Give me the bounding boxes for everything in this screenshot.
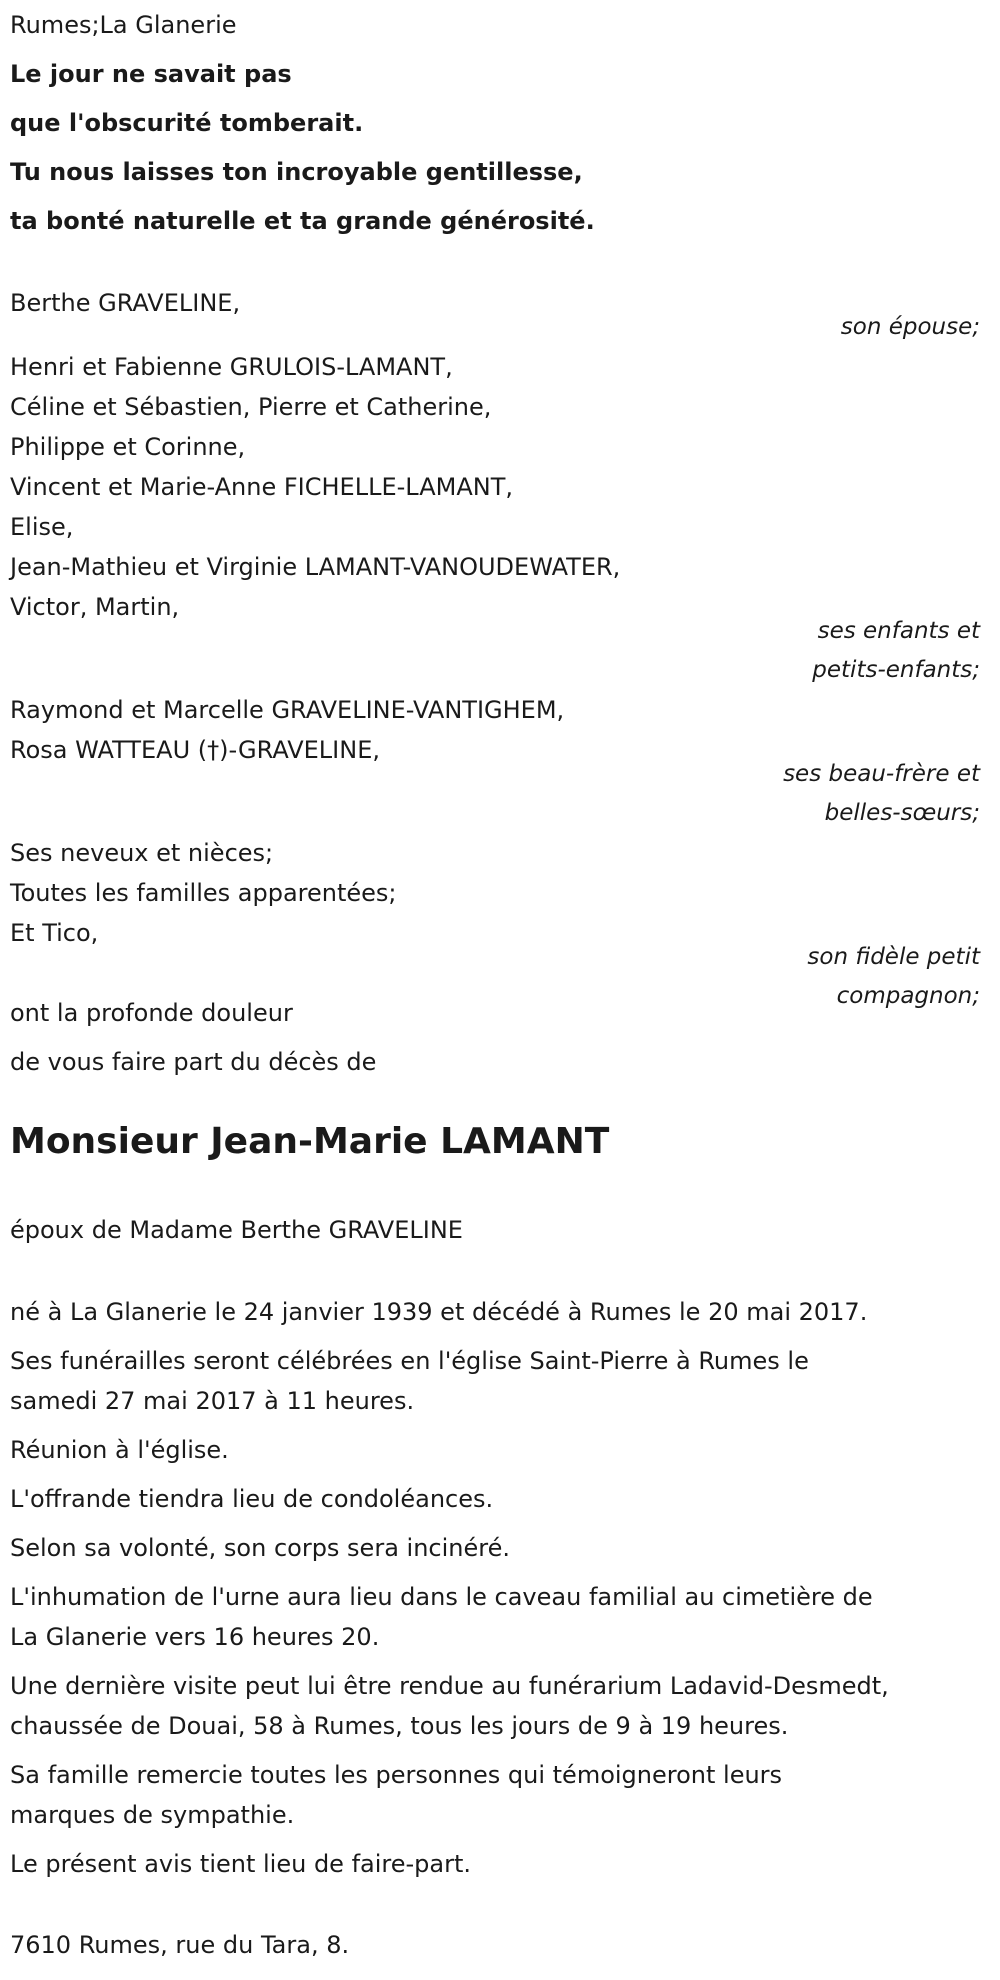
other-line-3: Et Tico, — [10, 919, 99, 947]
announcement-line-1: ont la profonde douleur — [10, 999, 293, 1027]
detail-line-2: Ses funérailles seront célébrées en l'église Saint-Pierre à Rumes le — [10, 1347, 809, 1375]
poem-line-4: ta bonté naturelle et ta grande générosité. — [10, 207, 595, 235]
detail-line-11: Sa famille remercie toutes les personnes qui témoigneront leurs — [10, 1761, 783, 1789]
detail-line-8: La Glanerie vers 16 heures 20. — [10, 1623, 380, 1651]
spouse-role: son épouse; — [840, 314, 980, 340]
detail-line-12: marques de sympathie. — [10, 1801, 295, 1829]
detail-line-5: L'offrande tiendra lieu de condoléances. — [10, 1485, 494, 1513]
others-role-line-2: compagnon; — [836, 983, 980, 1009]
children-role-line-2: petits-enfants; — [812, 657, 980, 683]
detail-line-3: samedi 27 mai 2017 à 11 heures. — [10, 1387, 415, 1415]
in-laws-role-line-2: belles-sœurs; — [824, 800, 980, 826]
detail-line-13: Le présent avis tient lieu de faire-part. — [10, 1850, 472, 1878]
other-line-1: Ses neveux et nièces; — [10, 839, 274, 867]
address: 7610 Rumes, rue du Tara, 8. — [10, 1931, 350, 1959]
detail-line-4: Réunion à l'église. — [10, 1436, 229, 1464]
spouse-name: Berthe GRAVELINE, — [10, 289, 241, 317]
detail-line-9: Une dernière visite peut lui être rendue au funérarium Ladavid-Desmedt, — [10, 1672, 889, 1700]
child-line-6: Jean-Mathieu et Virginie LAMANT-VANOUDEWATER, — [10, 553, 621, 581]
location-header: Rumes;La Glanerie — [10, 11, 237, 39]
children-role-line-1: ses enfants et — [817, 618, 980, 644]
child-line-7: Victor, Martin, — [10, 593, 180, 621]
in-law-line-2: Rosa WATTEAU (†)-GRAVELINE, — [10, 736, 380, 764]
in-law-line-1: Raymond et Marcelle GRAVELINE-VANTIGHEM, — [10, 696, 565, 724]
child-line-5: Elise, — [10, 513, 74, 541]
announcement-line-2: de vous faire part du décès de — [10, 1048, 377, 1076]
child-line-2: Céline et Sébastien, Pierre et Catherine, — [10, 393, 492, 421]
others-role-line-1: son fidèle petit — [807, 944, 980, 970]
child-line-4: Vincent et Marie-Anne FICHELLE-LAMANT, — [10, 473, 513, 501]
child-line-3: Philippe et Corinne, — [10, 433, 246, 461]
spouse-of: époux de Madame Berthe GRAVELINE — [10, 1216, 463, 1244]
other-line-2: Toutes les familles apparentées; — [10, 879, 397, 907]
poem-line-2: que l'obscurité tomberait. — [10, 109, 364, 137]
poem-line-3: Tu nous laisses ton incroyable gentillesse, — [10, 158, 583, 186]
detail-line-7: L'inhumation de l'urne aura lieu dans le caveau familial au cimetière de — [10, 1583, 873, 1611]
deceased-name: Monsieur Jean-Marie LAMANT — [10, 1121, 610, 1162]
detail-line-1: né à La Glanerie le 24 janvier 1939 et décédé à Rumes le 20 mai 2017. — [10, 1298, 868, 1326]
in-laws-role-line-1: ses beau-frère et — [783, 761, 980, 787]
detail-line-10: chaussée de Douai, 58 à Rumes, tous les jours de 9 à 19 heures. — [10, 1712, 789, 1740]
poem-line-1: Le jour ne savait pas — [10, 60, 292, 88]
detail-line-6: Selon sa volonté, son corps sera incinéré. — [10, 1534, 510, 1562]
child-line-1: Henri et Fabienne GRULOIS-LAMANT, — [10, 353, 453, 381]
